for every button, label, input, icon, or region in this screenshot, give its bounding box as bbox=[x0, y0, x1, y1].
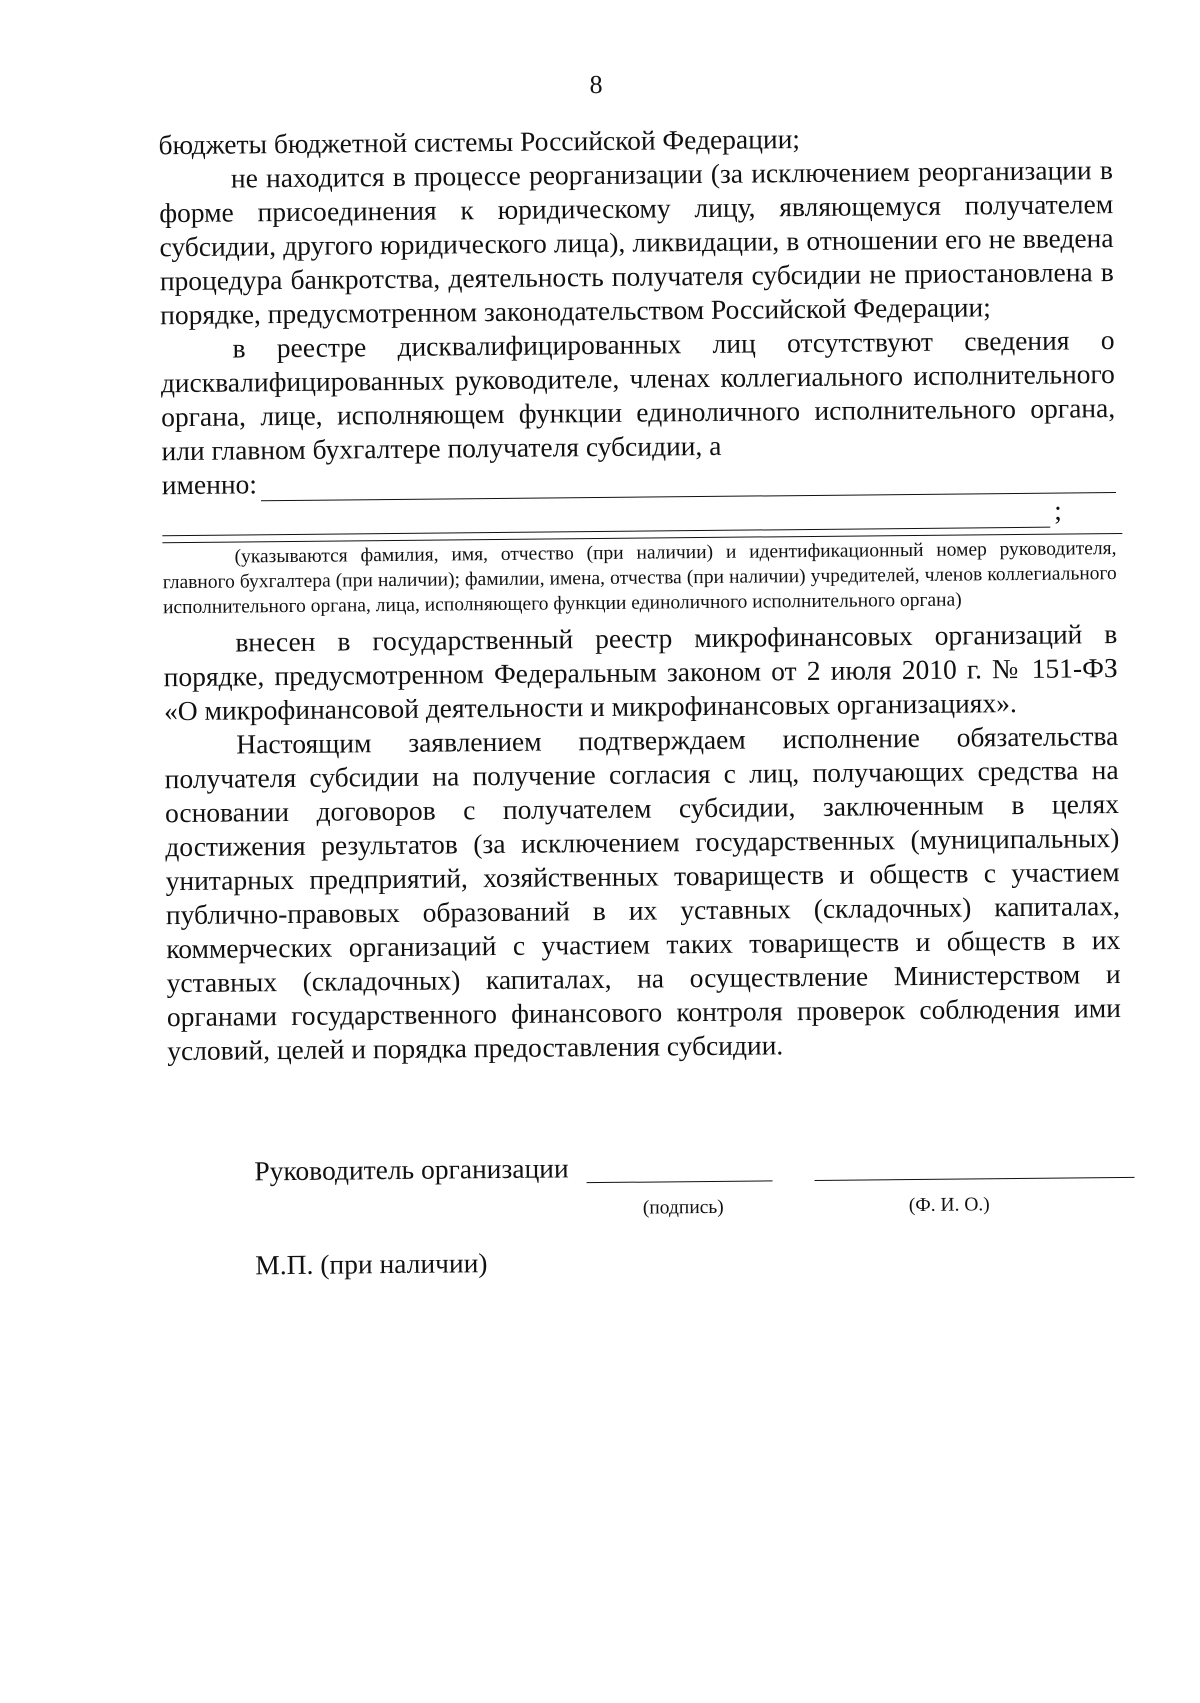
main-text bbox=[158, 119, 1121, 1068]
fill-rule-2 bbox=[162, 503, 1050, 537]
stamp-placeholder: М.П. (при наличии) bbox=[255, 1247, 488, 1281]
name-caption: (Ф. И. О.) bbox=[908, 1194, 990, 1217]
signature-row bbox=[254, 1147, 1134, 1195]
name-line bbox=[815, 1177, 1135, 1181]
paragraph-budgets: бюджеты бюджетной системы Российской Федерации; bbox=[158, 123, 801, 161]
paragraph-microfinance-registry: внесен в государственный реестр микрофинансовых организаций в порядке, предусмотренном Федеральным законом от 2 июля 2010 г. № 151-ФЗ «О микрофинансовой деятельности и микрофинансовых организациях». bbox=[163, 618, 1118, 727]
signature-label: Руководитель организации bbox=[254, 1152, 569, 1187]
signature-caption: (подпись) bbox=[642, 1196, 724, 1219]
paragraph-consent-confirmation: Настоящим заявлением подтверждаем исполнение обязательства получателя субсидии на получение согласия с лиц, получающих средства на основании договоров с получателем субсидии, заключенным в целях достижения результатов (за исключением государственных (муниципальных) унитарных предприятий, хозяйственных товариществ и обществ с участием публично-правовых образований в их уставных (складочных) капиталах, коммерческих организаций с участием таких товариществ и обществ в их уставных (складочных) капиталах, на осуществление Министерством и органами государственного финансового контроля проверок соблюдения ими условий, целей и порядка предоставления субсидии. bbox=[164, 720, 1122, 1067]
fill-label: именно: bbox=[161, 468, 258, 501]
paragraph-reorganization: не находится в процессе реорганизации (за исключением реорганизации в форме присоединения к юридическому лицу, являющемуся получателем субсидии, другого юридического лица), ликвидации, в отношении его не введена процедура банкротства, деятельность получателя субсидии не приостановлена в порядке, предусмотренном законодательством Российской Федерации; bbox=[159, 154, 1114, 331]
page-number: 8 bbox=[589, 69, 603, 100]
signature-line bbox=[587, 1180, 773, 1183]
paragraph-disqualified-registry: в реестре дисквалифицированных лиц отсутствуют сведения о дисквалифицированных руководителе, членах коллегиального исполнительного органа, лице, исполняющем функции единоличного исполнительного органа, или главном бухгалтере получателя субсидии, а bbox=[160, 324, 1116, 467]
fill-semicolon: ; bbox=[1053, 494, 1062, 526]
footnote-instructions: (указываются фамилия, имя, отчество (при наличии) и идентификационный номер руководителя, главного бухгалтера (при наличии); фамилии, имена, отчества (при наличии) учредителей, членов коллегиального исполнительного органа, лица, исполняющего функции единоличного исполнительного органа) bbox=[162, 538, 1117, 619]
